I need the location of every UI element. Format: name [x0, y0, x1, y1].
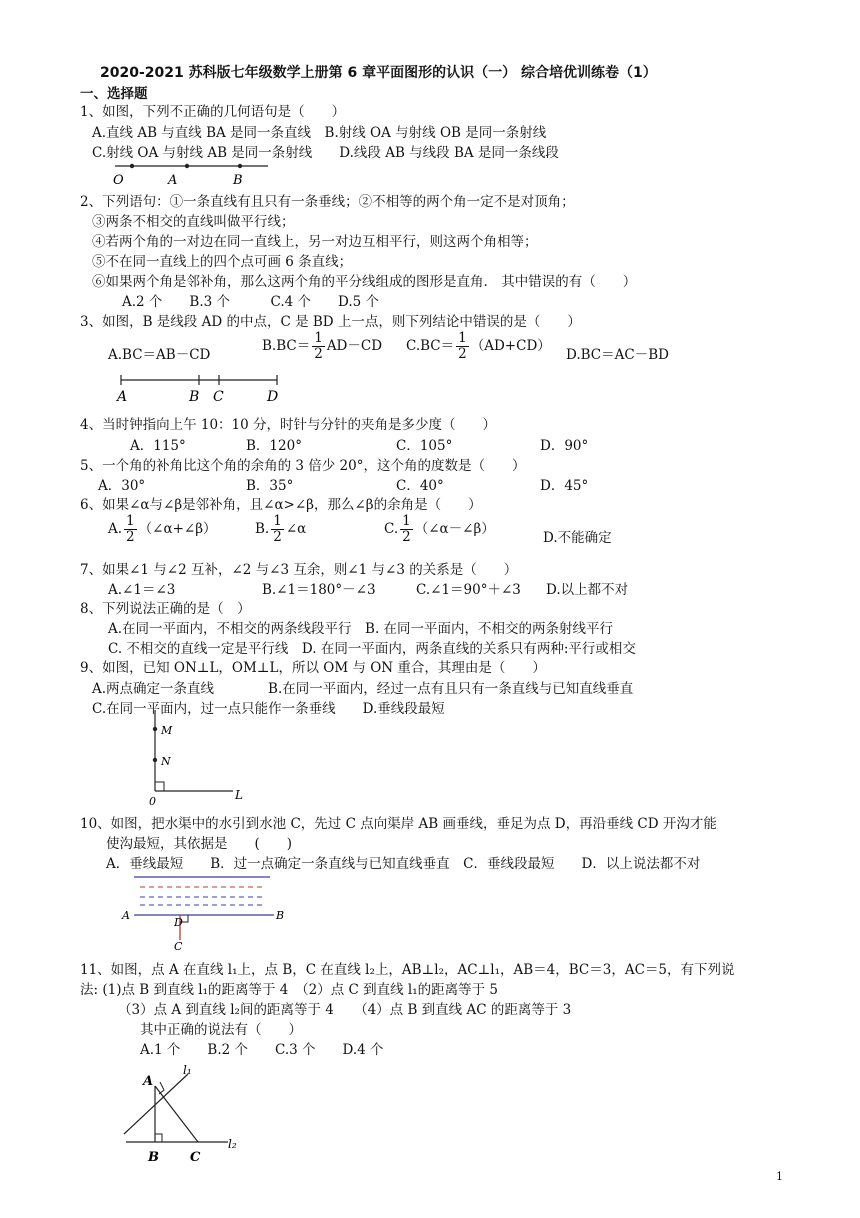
- q9-label-n: N: [161, 755, 171, 768]
- q5-option-c: C．40°: [396, 478, 444, 494]
- q3-label-b: B: [189, 389, 200, 405]
- q9-label-o: 0: [149, 795, 156, 808]
- section-heading: 一、选择题: [80, 86, 148, 102]
- q7-option-d: D.以上都不对: [546, 582, 629, 598]
- q9-stem: 9、如图，已知 ON⊥L，OM⊥L，所以 OM 与 ON 重合，其理由是（ ）: [80, 660, 546, 676]
- q11-stem-line4: 其中正确的说法有（ ）: [140, 1022, 302, 1038]
- q6-stem: 6、如果∠α与∠β是邻补角，且∠α>∠β，那么∠β的余角是（ ）: [80, 497, 482, 513]
- q7-option-c: C.∠1＝90°＋∠3: [416, 582, 521, 598]
- q9-options-line1: A.两点确定一条直线 B.在同一平面内，经过一点有且只有一条直线与已知直线垂直: [92, 681, 634, 697]
- q6-option-a: A. $\frac{1}{2}$ （∠α+∠β）: [108, 513, 217, 545]
- q2-stem: 2、下列语句：①一条直线有且只有一条垂线；②不相等的两个角一定不是对顶角；: [80, 194, 575, 210]
- q4-option-c: C．105°: [396, 438, 453, 454]
- q10-label-c: C: [174, 940, 183, 953]
- q2-statement-4: ④若两个角的一对边在同一直线上，另一对边互相平行，则这两个角相等；: [92, 234, 538, 250]
- q4-stem: 4、当时钟指向上午 10：10 分，时针与分针的夹角是多少度（ ）: [80, 417, 497, 433]
- q11-stem-line1: 11、如图，点 A 在直线 l₁上，点 B，C 在直线 l₂上，AB⊥l₂，AC⊥l₁，AB＝4，BC＝3，AC＝5，有下列说: [80, 962, 735, 978]
- q3-fraction-b: $\frac{1}{2}$: [314, 330, 323, 362]
- q1-options-line1: A.直线 AB 与直线 BA 是同一条直线 B.射线 OA 与射线 OB 是同一条射线: [92, 125, 547, 141]
- q1-figure: [110, 160, 280, 188]
- q8-options-line1: A.在同一平面内，不相交的两条线段平行 B. 在同一平面内，不相交的两条射线平行: [108, 621, 614, 637]
- q3-option-d: D.BC＝AC－BD: [566, 347, 669, 363]
- q11-figure: [118, 1060, 248, 1168]
- q9-label-l: L: [235, 788, 243, 802]
- q9-options-line2: C.在同一平面内，过一点只能作一条垂线 D.垂线段最短: [92, 701, 445, 717]
- q1-options-line2: C.射线 OA 与射线 AB 是同一条射线 D.线段 AB 与线段 BA 是同一条线段: [92, 145, 559, 161]
- q4-option-d: D．90°: [540, 438, 589, 454]
- q11-label-l2: l₂: [228, 1137, 237, 1151]
- page-number: 1: [776, 1170, 783, 1183]
- q8-stem: 8、下列说法正确的是（ ）: [80, 601, 251, 617]
- q10-stem-line2: 使沟最短，其依据是 ( ): [106, 836, 293, 852]
- q11-stem-line3: （3）点 A 到直线 l₂间的距离等于 4 （4）点 B 到直线 AC 的距离等于 3: [118, 1002, 572, 1018]
- q3-label-d: D: [267, 389, 279, 405]
- q6-fraction-c: $\frac{1}{2}$: [402, 513, 411, 545]
- q10-options: A．垂线最短 B．过一点确定一条直线与已知直线垂直 C．垂线段最短 D．以上说法都不对: [106, 856, 701, 872]
- q4-option-b: B．120°: [246, 438, 302, 454]
- q1-label-o: O: [113, 173, 124, 188]
- q3-option-c: C.BC＝ $\frac{1}{2}$ （AD+CD）: [406, 330, 551, 362]
- q11-options: A.1 个 B.2 个 C.3 个 D.4 个: [140, 1042, 384, 1058]
- q7-option-b: B.∠1＝180°－∠3: [262, 582, 376, 598]
- q11-stem-line2: 法: (1)点 B 到直线 l₁的距离等于 4 （2）点 C 到直线 l₁的距离等于 5: [80, 982, 499, 998]
- q6-option-d: D.不能确定: [543, 530, 612, 546]
- q6-fraction-a: $\frac{1}{2}$: [126, 513, 135, 545]
- q4-option-a: A．115°: [130, 438, 186, 454]
- q3-figure: [115, 372, 295, 404]
- q3-option-a: A.BC＝AB－CD: [108, 347, 211, 363]
- q8-options-line2: C. 不相交的直线一定是平行线 D. 在同一平面内，两条直线的关系只有两种:平行或相交: [108, 641, 636, 657]
- q2-statement-6: ⑥如果两个角是邻补角，那么这两个角的平分线组成的图形是直角. 其中错误的有（ ）: [92, 274, 637, 290]
- q1-stem: 1、如图，下列不正确的几何语句是（ ）: [80, 104, 346, 120]
- q11-label-c: C: [190, 1150, 201, 1165]
- q7-stem: 7、如果∠1 与∠2 互补，∠2 与∠3 互余，则∠1 与∠3 的关系是（ ）: [80, 562, 518, 578]
- q6-option-b: B. $\frac{1}{2}$ ∠α: [255, 513, 307, 545]
- q5-option-d: D．45°: [540, 478, 589, 494]
- q11-label-a: A: [143, 1074, 154, 1089]
- q10-label-a: A: [122, 909, 130, 922]
- q11-label-l1: l₁: [183, 1063, 192, 1077]
- q10-label-d: D: [174, 916, 183, 929]
- q2-options: A.2 个 B.3 个 C.4 个 D.5 个: [122, 294, 380, 310]
- q2-statement-5: ⑤不在同一直线上的四个点可画 6 条直线；: [92, 254, 353, 270]
- q1-label-a: A: [168, 173, 178, 188]
- q2-statement-3: ③两条不相交的直线叫做平行线；: [92, 214, 295, 230]
- page-title: 2020-2021 苏科版七年级数学上册第 6 章平面图形的认识（一） 综合培优训练卷（1）: [100, 65, 657, 81]
- q1-label-b: B: [233, 173, 243, 188]
- q9-figure: [135, 700, 250, 806]
- q10-stem-line1: 10、如图，把水渠中的水引到水池 C，先过 C 点向渠岸 AB 画垂线，垂足为点 D，再沿垂线 CD 开沟才能: [80, 816, 717, 832]
- q7-option-a: A.∠1＝∠3: [108, 582, 176, 598]
- q3-label-c: C: [213, 389, 224, 405]
- q3-option-b: B.BC＝ $\frac{1}{2}$ AD－CD: [262, 330, 383, 362]
- q6-option-c: C. $\frac{1}{2}$ （∠α－∠β）: [384, 513, 495, 545]
- q3-label-a: A: [117, 389, 128, 405]
- q10-label-b: B: [276, 909, 285, 922]
- q10-figure: [118, 870, 298, 954]
- q3-fraction-c: $\frac{1}{2}$: [458, 330, 467, 362]
- q5-option-b: B．35°: [246, 478, 294, 494]
- q9-label-m: M: [161, 724, 173, 737]
- q5-option-a: A．30°: [98, 478, 146, 494]
- q6-fraction-b: $\frac{1}{2}$: [273, 513, 282, 545]
- q11-label-b: B: [148, 1150, 159, 1165]
- q5-stem: 5、一个角的补角比这个角的余角的 3 倍少 20°，这个角的度数是（ ）: [80, 458, 526, 474]
- q3-stem: 3、如图，B 是线段 AD 的中点，C 是 BD 上一点，则下列结论中错误的是（ ）: [80, 314, 581, 330]
